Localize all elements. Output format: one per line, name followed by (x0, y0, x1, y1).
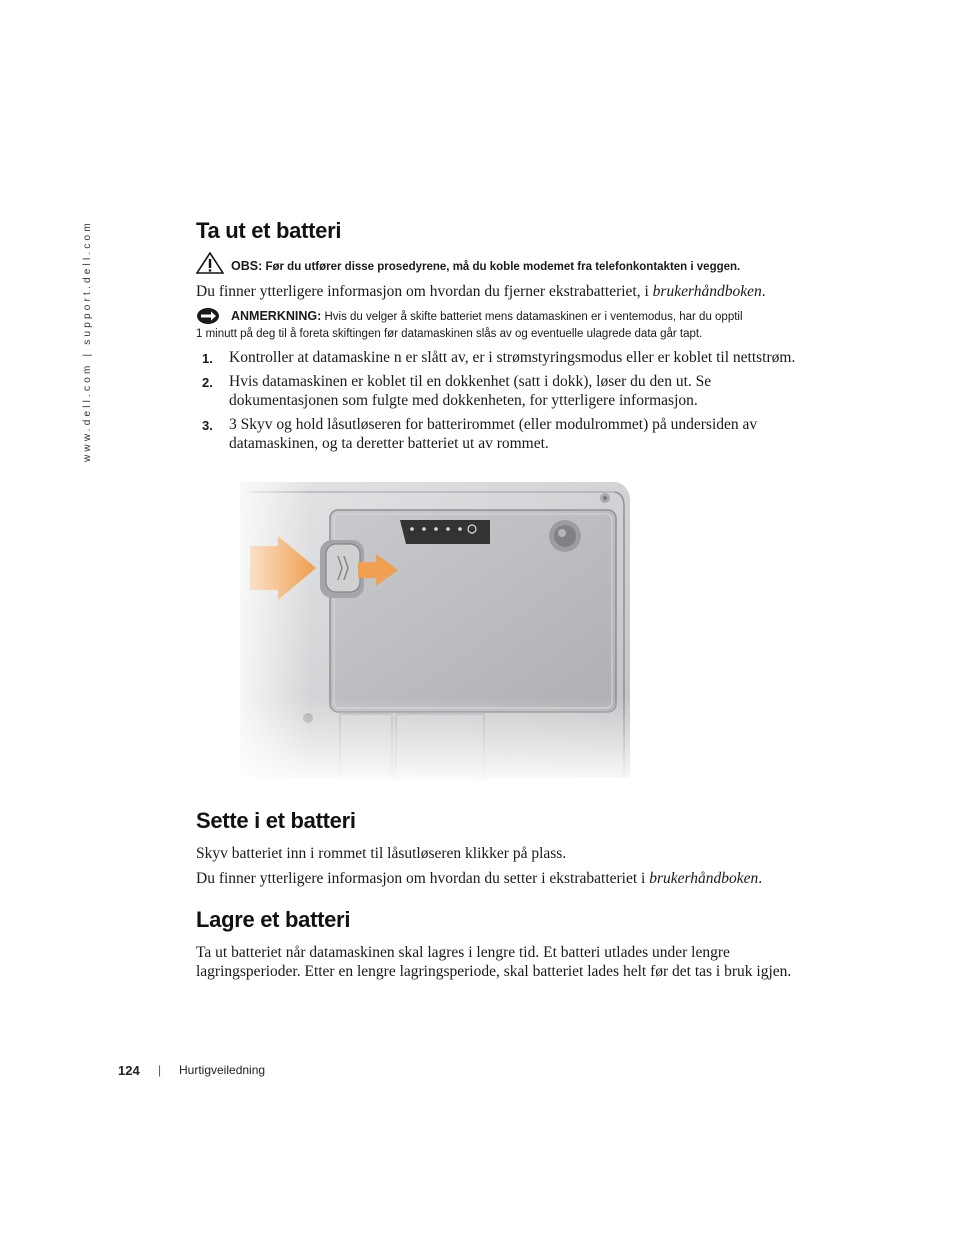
caution-triangle-icon (196, 252, 224, 279)
remove-intro-text: Du finner ytterligere informasjon om hvordan du fjerner ekstrabatteriet, i (196, 283, 653, 300)
insert-ref-text: Du finner ytterligere informasjon om hvordan du setter i ekstrabatteriet i (196, 870, 650, 887)
notice-label: ANMERKNING: (231, 309, 322, 323)
footer-separator: | (158, 1063, 162, 1077)
remove-intro-paragraph (196, 282, 766, 301)
page-number: 124 (118, 1063, 140, 1078)
step-text: Kontroller at datamaskine n er slått av, er i strømstyringsmodus eller er koblet til nettstrøm. (229, 349, 796, 366)
caution-label: OBS: (231, 259, 263, 273)
user-guide-ref: brukerhåndboken (649, 870, 759, 887)
page-footer (118, 1063, 266, 1078)
notice-line2: 1 minutt på deg til å foreta skiftingen før datamaskinen slås av og eventuelle ulagrede data går tapt. (196, 328, 703, 340)
list-item (196, 348, 816, 367)
insert-ref-end: . (758, 870, 763, 887)
step-text: Hvis datamaskinen er koblet til en dokkenhet (satt i dokk), løser du den ut. Se dokumentasjonen som fulgte med dokkenheten, for ytterligere informasjon. (229, 373, 712, 409)
section-heading-insert-battery: Sette i et batteri (196, 808, 356, 833)
notice-icon (196, 307, 220, 330)
notice-line1: Hvis du velger å skifte batteriet mens datamaskinen er i ventemodus, har du opptil (321, 311, 743, 323)
list-item (196, 372, 816, 410)
step-number: 2. (202, 375, 213, 390)
list-item (196, 415, 816, 453)
laptop-underside-image (220, 478, 640, 788)
caution-text: Før du utfører disse prosedyrene, må du koble modemet fra telefonkontakten i veggen. (265, 261, 741, 273)
notice-note (196, 307, 816, 343)
step-number: 3. (202, 418, 213, 433)
user-guide-ref: brukerhåndboken (652, 283, 762, 300)
insert-paragraph-1: Skyv batteriet inn i rommet til låsutløseren klikker på plass. (196, 845, 567, 862)
steps-list (196, 348, 816, 458)
sidebar-url: www.dell.com | support.dell.com (82, 220, 93, 462)
step-number: 1. (202, 351, 213, 366)
remove-intro-end: . (761, 283, 766, 300)
insert-paragraph-2 (196, 869, 762, 888)
caution-note (196, 252, 816, 274)
section-heading-remove-battery: Ta ut et batteri (196, 218, 342, 243)
store-paragraph: Ta ut batteriet når datamaskinen skal lagres i lengre tid. Et batteri utlades under lengre lagringsperioder. Etter en lengre lagringsperiode, skal batteriet lades helt før det tas i bruk igjen. (196, 944, 792, 980)
step-text: 3 Skyv og hold låsutløseren for batterirommet (eller modulrommet) på undersiden av datamaskinen, og ta deretter batteriet ut av rommet. (229, 416, 758, 452)
section-heading-store-battery: Lagre et batteri (196, 907, 351, 932)
battery-removal-illustration (220, 478, 640, 788)
footer-title: Hurtigveiledning (179, 1063, 266, 1077)
